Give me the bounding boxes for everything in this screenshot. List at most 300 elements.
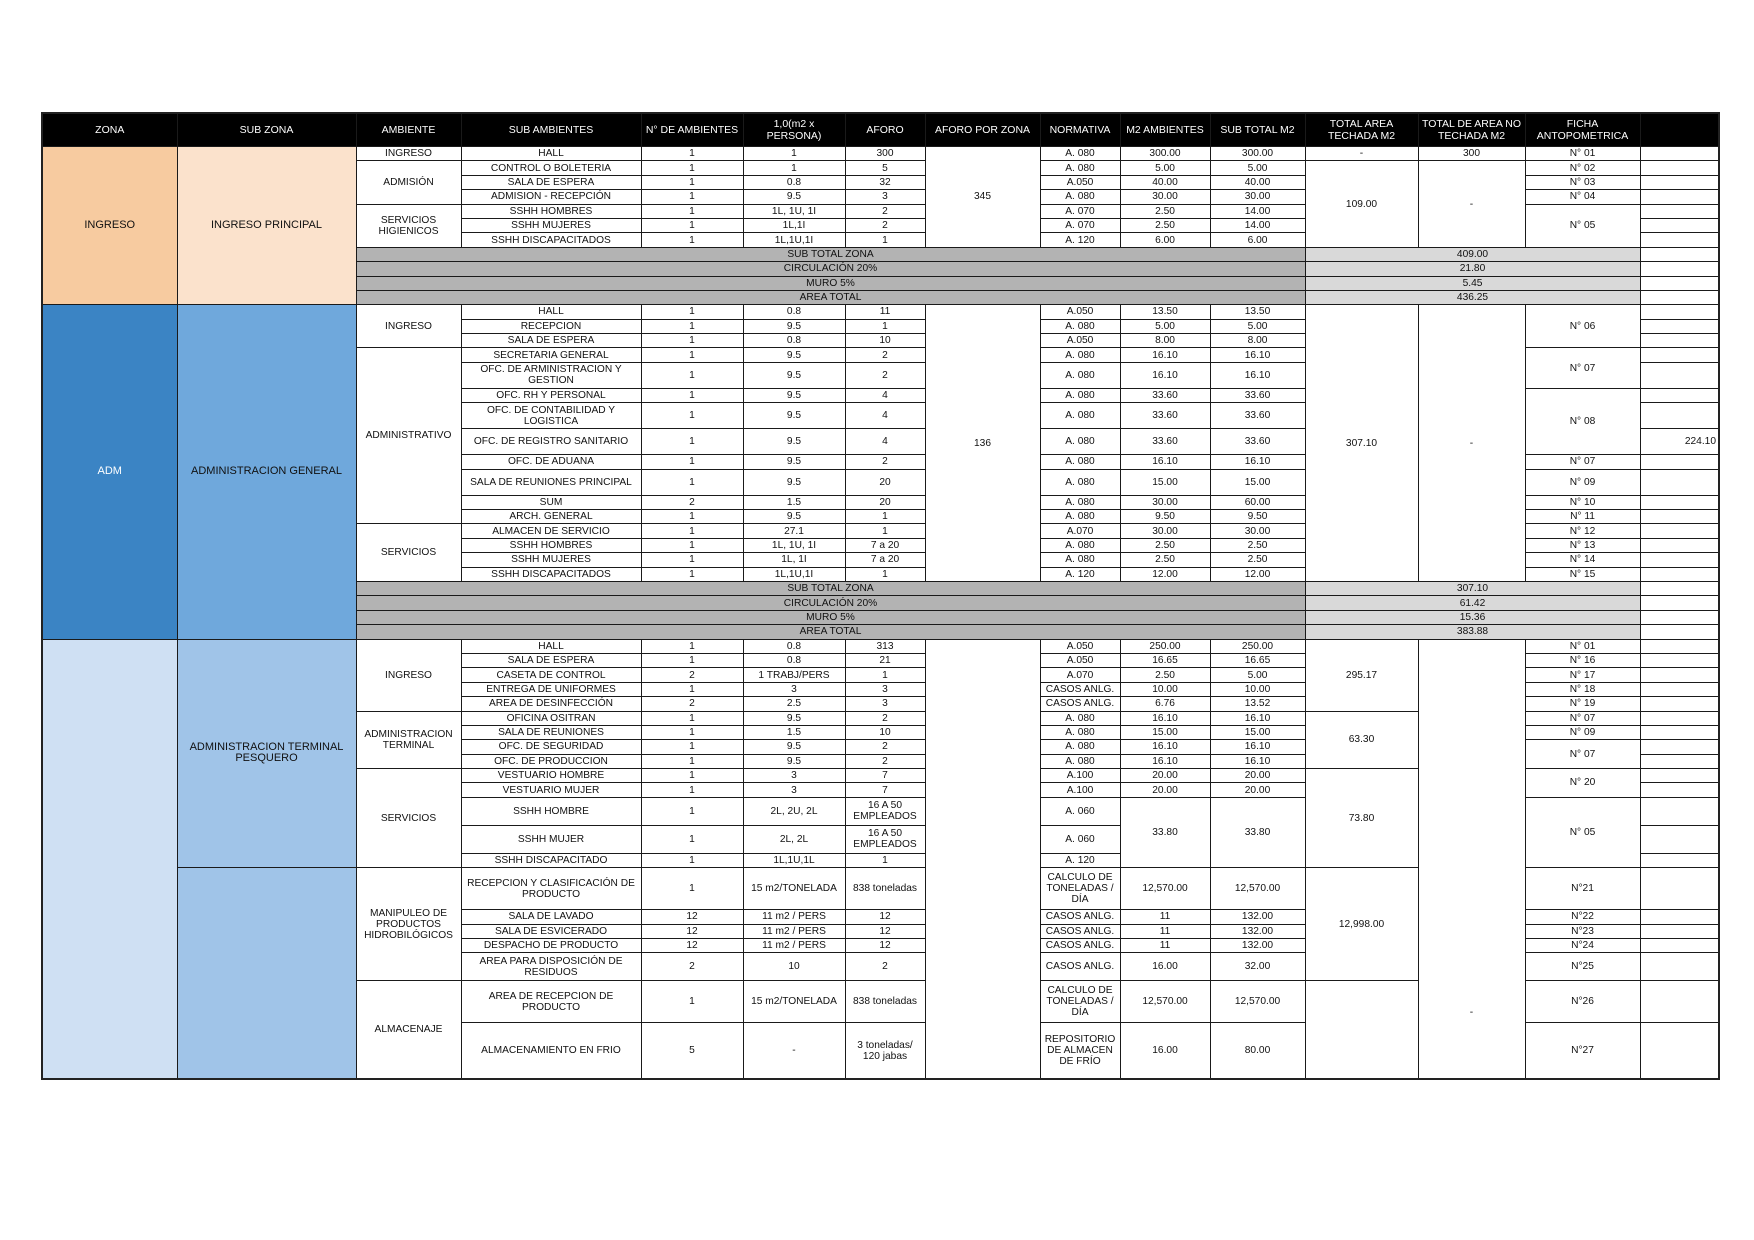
- extra-cell: [1640, 510, 1719, 524]
- col-ambiente: AMBIENTE: [356, 113, 461, 147]
- extra-cell: [1640, 682, 1719, 696]
- extra-cell: [1640, 247, 1719, 261]
- m2p-cell: 2L, 2U, 2L: [743, 797, 845, 825]
- ficha-cell: N° 10: [1525, 495, 1640, 509]
- extra-cell: [1640, 469, 1719, 495]
- ficha-cell: N° 05: [1525, 204, 1640, 247]
- num-cell: 12: [641, 924, 743, 938]
- extra-cell: [1640, 725, 1719, 739]
- techada-cell: 63.30: [1305, 711, 1418, 769]
- m2p-cell: 1L, 1U, 1I: [743, 538, 845, 552]
- subtotal-cell: 32.00: [1210, 953, 1305, 981]
- extra-cell: [1640, 825, 1719, 853]
- normativa-cell: A. 080: [1040, 455, 1120, 469]
- techada-cell: -: [1305, 147, 1418, 161]
- aforo-cell: 313: [845, 639, 925, 653]
- col-ficha: FICHA ANTOPOMETRICA: [1525, 113, 1640, 147]
- summary-value: 436.25: [1305, 290, 1640, 304]
- subambiente-cell: ALMACENAMIENTO EN FRIO: [461, 1023, 641, 1079]
- summary-value: 5.45: [1305, 276, 1640, 290]
- m2p-cell: 9.5: [743, 388, 845, 402]
- subtotal-cell: 9.50: [1210, 510, 1305, 524]
- normativa-cell: CASOS ANLG.: [1040, 697, 1120, 711]
- subtotal-cell: 14.00: [1210, 218, 1305, 232]
- subambiente-cell: HALL: [461, 639, 641, 653]
- m2p-cell: 1L,1U,1I: [743, 567, 845, 581]
- normativa-cell: CASOS ANLG.: [1040, 910, 1120, 924]
- m2p-cell: 1 TRABJ/PERS: [743, 668, 845, 682]
- subambiente-cell: SALA DE ESPERA: [461, 653, 641, 667]
- subambiente-cell: ADMISION - RECEPCIÓN: [461, 190, 641, 204]
- aforo-cell: 2: [845, 953, 925, 981]
- normativa-cell: CASOS ANLG.: [1040, 924, 1120, 938]
- normativa-cell: A. 080: [1040, 362, 1120, 388]
- num-cell: 1: [641, 797, 743, 825]
- col-normativa: NORMATIVA: [1040, 113, 1120, 147]
- m2-cell: 11: [1120, 910, 1210, 924]
- subambiente-cell: AREA PARA DISPOSICIÓN DE RESIDUOS: [461, 953, 641, 981]
- subambiente-cell: SALA DE ESPERA: [461, 334, 641, 348]
- num-cell: 1: [641, 754, 743, 768]
- ficha-cell: N° 13: [1525, 538, 1640, 552]
- subtotal-cell: 16.10: [1210, 740, 1305, 754]
- m2p-cell: 0.8: [743, 175, 845, 189]
- m2-cell: 30.00: [1120, 524, 1210, 538]
- num-cell: 1: [641, 455, 743, 469]
- ficha-cell: N° 14: [1525, 553, 1640, 567]
- subtotal-cell: 30.00: [1210, 190, 1305, 204]
- ficha-cell: N° 18: [1525, 682, 1640, 696]
- aforo-cell: 7 a 20: [845, 553, 925, 567]
- normativa-cell: A. 080: [1040, 319, 1120, 333]
- no-techada-cell: -: [1418, 639, 1525, 1079]
- extra-cell: [1640, 711, 1719, 725]
- subtotal-cell: 6.00: [1210, 233, 1305, 247]
- subambiente-cell: SSHH DISCAPACITADOS: [461, 567, 641, 581]
- extra-cell: [1640, 625, 1719, 639]
- extra-cell: [1640, 1023, 1719, 1079]
- subambiente-cell: AREA DE RECEPCION DE PRODUCTO: [461, 981, 641, 1023]
- extra-cell: [1640, 910, 1719, 924]
- ambiente-cell: ADMINISTRATIVO: [356, 348, 461, 524]
- extra-cell: [1640, 348, 1719, 362]
- m2p-cell: 9.5: [743, 740, 845, 754]
- m2-cell: 33.60: [1120, 403, 1210, 429]
- m2p-cell: 9.5: [743, 319, 845, 333]
- ficha-cell: N° 02: [1525, 161, 1640, 175]
- extra-cell: [1640, 161, 1719, 175]
- extra-cell: [1640, 639, 1719, 653]
- subambiente-cell: SSHH HOMBRES: [461, 204, 641, 218]
- subambiente-cell: SALA DE LAVADO: [461, 910, 641, 924]
- normativa-cell: A.100: [1040, 769, 1120, 783]
- aforo-cell: 12: [845, 939, 925, 953]
- ambiente-cell: MANIPULEO DE PRODUCTOS HIDROBILÓGICOS: [356, 868, 461, 981]
- subtotal-cell: 60.00: [1210, 495, 1305, 509]
- normativa-cell: A. 120: [1040, 567, 1120, 581]
- num-cell: 1: [641, 553, 743, 567]
- aforo-cell: 1: [845, 233, 925, 247]
- col-subzona: SUB ZONA: [177, 113, 356, 147]
- m2p-cell: 9.5: [743, 362, 845, 388]
- zona-cell: [42, 639, 177, 1079]
- m2p-cell: 1L, 1U, 1I: [743, 204, 845, 218]
- col-total-techada: TOTAL AREA TECHADA M2: [1305, 113, 1418, 147]
- ambiente-cell: SERVICIOS: [356, 524, 461, 582]
- num-cell: 1: [641, 510, 743, 524]
- normativa-cell: A. 080: [1040, 403, 1120, 429]
- normativa-cell: A. 080: [1040, 429, 1120, 455]
- normativa-cell: CALCULO DE TONELADAS / DÍA: [1040, 868, 1120, 910]
- extra-cell: [1640, 290, 1719, 304]
- aforo-cell: 16 A 50 EMPLEADOS: [845, 797, 925, 825]
- subambiente-cell: SSHH MUJERES: [461, 218, 641, 232]
- techada-cell: [1305, 981, 1418, 1079]
- table-row: [42, 305, 1719, 319]
- num-cell: 1: [641, 853, 743, 867]
- m2p-cell: 9.5: [743, 429, 845, 455]
- m2p-cell: 0.8: [743, 653, 845, 667]
- m2-cell: 33.60: [1120, 388, 1210, 402]
- aforo-zona-cell: 345: [925, 147, 1040, 248]
- m2-cell: 2.50: [1120, 538, 1210, 552]
- extra-cell: [1640, 581, 1719, 595]
- ficha-cell: N° 12: [1525, 524, 1640, 538]
- m2-cell: 12.00: [1120, 567, 1210, 581]
- ficha-cell: N°22: [1525, 910, 1640, 924]
- m2-cell: 5.00: [1120, 319, 1210, 333]
- num-cell: 1: [641, 682, 743, 696]
- subtotal-cell: 16.10: [1210, 711, 1305, 725]
- techada-cell: 295.17: [1305, 639, 1418, 711]
- m2-cell: 13.50: [1120, 305, 1210, 319]
- m2p-cell: 3: [743, 682, 845, 696]
- m2p-cell: 15 m2/TONELADA: [743, 868, 845, 910]
- subtotal-cell: 16.10: [1210, 455, 1305, 469]
- zona-cell: INGRESO: [42, 147, 177, 305]
- subtotal-cell: 16.10: [1210, 754, 1305, 768]
- extra-cell: [1640, 218, 1719, 232]
- num-cell: 1: [641, 233, 743, 247]
- techada-cell: 307.10: [1305, 305, 1418, 582]
- aforo-cell: 7 a 20: [845, 538, 925, 552]
- ficha-cell: N° 01: [1525, 147, 1640, 161]
- subtotal-cell: 2.50: [1210, 538, 1305, 552]
- subambiente-cell: SALA DE REUNIONES PRINCIPAL: [461, 469, 641, 495]
- normativa-cell: A. 080: [1040, 495, 1120, 509]
- aforo-cell: 11: [845, 305, 925, 319]
- subtotal-cell: 5.00: [1210, 319, 1305, 333]
- extra-cell: [1640, 495, 1719, 509]
- num-cell: 2: [641, 495, 743, 509]
- extra-cell: [1640, 754, 1719, 768]
- m2p-cell: 1L, 1I: [743, 553, 845, 567]
- ficha-cell: N°26: [1525, 981, 1640, 1023]
- col-num-ambientes: N° DE AMBIENTES: [641, 113, 743, 147]
- summary-value: 15.36: [1305, 610, 1640, 624]
- col-total-no-techada: TOTAL DE AREA NO TECHADA M2: [1418, 113, 1525, 147]
- ficha-cell: N° 20: [1525, 769, 1640, 798]
- normativa-cell: A. 080: [1040, 147, 1120, 161]
- summary-value: 307.10: [1305, 581, 1640, 595]
- aforo-cell: 1: [845, 510, 925, 524]
- subtotal-cell: 33.80: [1210, 797, 1305, 867]
- m2p-cell: 9.5: [743, 469, 845, 495]
- extra-cell: [1640, 697, 1719, 711]
- subambiente-cell: OFC. DE REGISTRO SANITARIO: [461, 429, 641, 455]
- summary-value: 383.88: [1305, 625, 1640, 639]
- m2-cell: 20.00: [1120, 783, 1210, 797]
- ambiente-cell: INGRESO: [356, 305, 461, 348]
- normativa-cell: A. 080: [1040, 388, 1120, 402]
- m2-cell: 30.00: [1120, 190, 1210, 204]
- subambiente-cell: SALA DE REUNIONES: [461, 725, 641, 739]
- m2p-cell: -: [743, 1023, 845, 1079]
- subambiente-cell: OFC. DE ARMINISTRACION Y GESTION: [461, 362, 641, 388]
- subtotal-cell: 15.00: [1210, 469, 1305, 495]
- aforo-cell: 21: [845, 653, 925, 667]
- subtotal-cell: 30.00: [1210, 524, 1305, 538]
- aforo-cell: 7: [845, 769, 925, 783]
- normativa-cell: A. 060: [1040, 825, 1120, 853]
- subtotal-cell: 33.60: [1210, 429, 1305, 455]
- subtotal-cell: 16.10: [1210, 362, 1305, 388]
- aforo-zona-cell: 136: [925, 305, 1040, 582]
- subambiente-cell: RECEPCION: [461, 319, 641, 333]
- subambiente-cell: HALL: [461, 147, 641, 161]
- ficha-cell: N° 19: [1525, 697, 1640, 711]
- m2-cell: 40.00: [1120, 175, 1210, 189]
- m2-cell: 30.00: [1120, 495, 1210, 509]
- m2p-cell: 1L,1I: [743, 218, 845, 232]
- subambiente-cell: CONTROL O BOLETERIA: [461, 161, 641, 175]
- subambiente-cell: OFC. RH Y PERSONAL: [461, 388, 641, 402]
- col-subambientes: SUB AMBIENTES: [461, 113, 641, 147]
- m2-cell: 33.60: [1120, 429, 1210, 455]
- num-cell: 1: [641, 388, 743, 402]
- aforo-cell: 4: [845, 388, 925, 402]
- subambiente-cell: VESTUARIO HOMBRE: [461, 769, 641, 783]
- extra-cell: [1640, 147, 1719, 161]
- summary-label: MURO 5%: [356, 276, 1305, 290]
- subtotal-cell: 13.50: [1210, 305, 1305, 319]
- normativa-cell: A. 120: [1040, 233, 1120, 247]
- ambiente-cell: INGRESO: [356, 147, 461, 161]
- m2p-cell: 0.8: [743, 639, 845, 653]
- subzona-cell: INGRESO PRINCIPAL: [177, 147, 356, 305]
- subambiente-cell: SUM: [461, 495, 641, 509]
- extra-cell: [1640, 553, 1719, 567]
- m2-cell: 16.10: [1120, 740, 1210, 754]
- m2p-cell: 1.5: [743, 725, 845, 739]
- subtotal-cell: 40.00: [1210, 175, 1305, 189]
- m2-cell: 2.50: [1120, 218, 1210, 232]
- subtotal-cell: 5.00: [1210, 668, 1305, 682]
- ficha-cell: N° 04: [1525, 190, 1640, 204]
- m2-cell: 33.80: [1120, 797, 1210, 867]
- extra-cell: [1640, 524, 1719, 538]
- summary-value: 409.00: [1305, 247, 1640, 261]
- normativa-cell: A. 080: [1040, 553, 1120, 567]
- techada-cell: 73.80: [1305, 769, 1418, 868]
- extra-cell: [1640, 276, 1719, 290]
- num-cell: 1: [641, 711, 743, 725]
- m2-cell: 16.10: [1120, 362, 1210, 388]
- ficha-cell: N°24: [1525, 939, 1640, 953]
- m2-cell: 12,570.00: [1120, 868, 1210, 910]
- subambiente-cell: SALA DE ESPERA: [461, 175, 641, 189]
- aforo-cell: 1: [845, 524, 925, 538]
- num-cell: 1: [641, 825, 743, 853]
- aforo-cell: 16 A 50 EMPLEADOS: [845, 825, 925, 853]
- subzona-cell: ADMINISTRACION GENERAL: [177, 305, 356, 639]
- normativa-cell: A. 080: [1040, 469, 1120, 495]
- extra-cell: [1640, 596, 1719, 610]
- m2-cell: 2.50: [1120, 204, 1210, 218]
- subtotal-cell: 33.60: [1210, 403, 1305, 429]
- extra-cell: 224.10: [1640, 429, 1719, 455]
- ficha-cell: N° 07: [1525, 711, 1640, 725]
- normativa-cell: A. 080: [1040, 538, 1120, 552]
- aforo-cell: 2: [845, 362, 925, 388]
- m2-cell: 16.00: [1120, 953, 1210, 981]
- ficha-cell: N° 03: [1525, 175, 1640, 189]
- subambiente-cell: RECEPCION Y CLASIFICACIÓN DE PRODUCTO: [461, 868, 641, 910]
- m2-cell: 16.10: [1120, 711, 1210, 725]
- extra-cell: [1640, 319, 1719, 333]
- extra-cell: [1640, 455, 1719, 469]
- ficha-cell: N° 09: [1525, 725, 1640, 739]
- num-cell: 1: [641, 740, 743, 754]
- subtotal-cell: 16.10: [1210, 348, 1305, 362]
- subtotal-cell: 12,570.00: [1210, 981, 1305, 1023]
- aforo-cell: 2: [845, 218, 925, 232]
- m2-cell: 15.00: [1120, 469, 1210, 495]
- ficha-cell: N° 07: [1525, 740, 1640, 769]
- extra-cell: [1640, 797, 1719, 825]
- m2p-cell: 2.5: [743, 697, 845, 711]
- num-cell: 1: [641, 524, 743, 538]
- subtotal-cell: 12,570.00: [1210, 868, 1305, 910]
- extra-cell: [1640, 769, 1719, 783]
- m2-cell: 16.10: [1120, 348, 1210, 362]
- subtotal-cell: 5.00: [1210, 161, 1305, 175]
- m2p-cell: 1: [743, 147, 845, 161]
- subambiente-cell: SSHH DISCAPACITADOS: [461, 233, 641, 247]
- aforo-cell: 10: [845, 334, 925, 348]
- normativa-cell: A. 080: [1040, 190, 1120, 204]
- aforo-cell: 7: [845, 783, 925, 797]
- ambiente-cell: ADMISIÓN: [356, 161, 461, 204]
- normativa-cell: CASOS ANLG.: [1040, 953, 1120, 981]
- num-cell: 1: [641, 305, 743, 319]
- num-cell: 1: [641, 868, 743, 910]
- subambiente-cell: SSHH HOMBRE: [461, 797, 641, 825]
- num-cell: 1: [641, 218, 743, 232]
- m2p-cell: 0.8: [743, 334, 845, 348]
- subtotal-cell: 250.00: [1210, 639, 1305, 653]
- m2p-cell: 10: [743, 953, 845, 981]
- extra-cell: [1640, 190, 1719, 204]
- num-cell: 12: [641, 939, 743, 953]
- aforo-cell: 1: [845, 668, 925, 682]
- col-zona: ZONA: [42, 113, 177, 147]
- subtotal-cell: 14.00: [1210, 204, 1305, 218]
- num-cell: 1: [641, 190, 743, 204]
- table-row: [42, 147, 1719, 161]
- m2p-cell: 9.5: [743, 754, 845, 768]
- m2-cell: 300.00: [1120, 147, 1210, 161]
- aforo-cell: 838 toneladas: [845, 981, 925, 1023]
- normativa-cell: A.050: [1040, 653, 1120, 667]
- num-cell: 1: [641, 204, 743, 218]
- num-cell: 1: [641, 429, 743, 455]
- normativa-cell: A. 080: [1040, 725, 1120, 739]
- m2-cell: 16.10: [1120, 754, 1210, 768]
- summary-label: SUB TOTAL ZONA: [356, 247, 1305, 261]
- subtotal-cell: 132.00: [1210, 939, 1305, 953]
- subzona-cell: ADMINISTRACION TERMINAL PESQUERO: [177, 639, 356, 868]
- ficha-cell: N°23: [1525, 924, 1640, 938]
- ficha-cell: N°27: [1525, 1023, 1640, 1079]
- m2p-cell: 15 m2/TONELADA: [743, 981, 845, 1023]
- table-row: [42, 639, 1719, 653]
- extra-cell: [1640, 939, 1719, 953]
- subambiente-cell: OFC. DE ADUANA: [461, 455, 641, 469]
- m2-cell: 20.00: [1120, 769, 1210, 783]
- m2-cell: 9.50: [1120, 510, 1210, 524]
- m2p-cell: 9.5: [743, 455, 845, 469]
- m2-cell: 8.00: [1120, 334, 1210, 348]
- ficha-cell: N° 16: [1525, 653, 1640, 667]
- normativa-cell: A. 080: [1040, 754, 1120, 768]
- subzona-cell: [177, 868, 356, 1079]
- aforo-cell: 838 toneladas: [845, 868, 925, 910]
- m2-cell: 2.50: [1120, 668, 1210, 682]
- normativa-cell: A. 080: [1040, 161, 1120, 175]
- m2p-cell: 27.1: [743, 524, 845, 538]
- summary-value: 61.42: [1305, 596, 1640, 610]
- subambiente-cell: ARCH. GENERAL: [461, 510, 641, 524]
- normativa-cell: A. 060: [1040, 797, 1120, 825]
- num-cell: 1: [641, 567, 743, 581]
- aforo-cell: 12: [845, 924, 925, 938]
- aforo-cell: 3: [845, 190, 925, 204]
- num-cell: 1: [641, 469, 743, 495]
- aforo-cell: 5: [845, 161, 925, 175]
- no-techada-cell: 300: [1418, 147, 1525, 161]
- subambiente-cell: ALMACEN DE SERVICIO: [461, 524, 641, 538]
- summary-label: SUB TOTAL ZONA: [356, 581, 1305, 595]
- subtotal-cell: 132.00: [1210, 910, 1305, 924]
- subambiente-cell: OFC. DE CONTABILIDAD Y LOGISTICA: [461, 403, 641, 429]
- num-cell: 1: [641, 769, 743, 783]
- m2p-cell: 9.5: [743, 403, 845, 429]
- subtotal-cell: 33.60: [1210, 388, 1305, 402]
- ficha-cell: N° 09: [1525, 469, 1640, 495]
- num-cell: 2: [641, 668, 743, 682]
- m2-cell: 250.00: [1120, 639, 1210, 653]
- normativa-cell: A.100: [1040, 783, 1120, 797]
- aforo-cell: 2: [845, 455, 925, 469]
- normativa-cell: A.050: [1040, 639, 1120, 653]
- m2p-cell: 1: [743, 161, 845, 175]
- subtotal-cell: 8.00: [1210, 334, 1305, 348]
- extra-cell: [1640, 262, 1719, 276]
- m2-cell: 6.76: [1120, 697, 1210, 711]
- ambiente-cell: SERVICIOS: [356, 769, 461, 868]
- extra-cell: [1640, 610, 1719, 624]
